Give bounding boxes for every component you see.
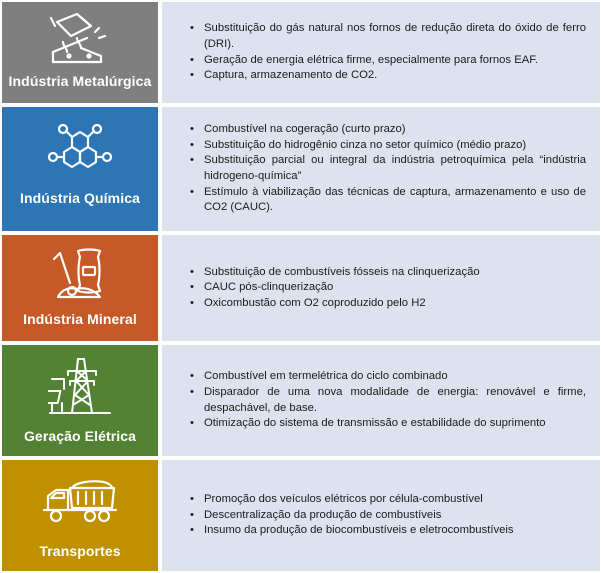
sector-cell [2, 107, 158, 231]
transmission-tower-icon [2, 355, 158, 417]
sector-cell [2, 460, 158, 571]
sector-cell [2, 345, 158, 456]
list-item: • Substituição do gás natural nos fornos de redução direta do óxido de ferro (DRI). [190, 21, 586, 52]
bullet-list [190, 122, 586, 216]
row-quimica [0, 107, 601, 231]
sector-cell [2, 2, 158, 103]
list-item: • Substituição parcial ou integral da indústria petroquímica pela “indústria hidrogeno-química” [190, 153, 586, 184]
sector-details [162, 2, 600, 103]
row-mineral [0, 235, 601, 341]
list-item: • Promoção dos veículos elétricos por célula-combustível [190, 492, 586, 508]
foundry-ladle-icon [2, 12, 158, 66]
list-item: • Estímulo à viabilização das técnicas de captura, armazenamento e uso de CO2 (CAUC). [190, 185, 586, 216]
sector-details [162, 460, 600, 571]
sector-name: Indústria Mineral [23, 311, 137, 327]
sector-name: Geração Elétrica [23, 428, 137, 444]
sector-details [162, 107, 600, 231]
row-transportes [0, 460, 601, 571]
list-item: • Disparador de uma nova modalidade de energia: renovável e firme, despachável, de base. [190, 385, 586, 416]
sector-name: Indústria Metalúrgica [8, 73, 152, 89]
sector-name: Transportes [39, 543, 121, 559]
list-item: • Combustível na cogeração (curto prazo) [190, 122, 586, 138]
row-geracao-eletrica [0, 345, 601, 456]
bullet-list [190, 265, 586, 312]
molecule-icon [2, 123, 158, 179]
cement-bag-icon [2, 247, 158, 301]
sector-cell [2, 235, 158, 341]
sector-details [162, 235, 600, 341]
list-item: • Substituição do hidrogênio cinza no setor químico (médio prazo) [190, 138, 586, 154]
list-item: • Descentralização da produção de combustíveis [190, 508, 586, 524]
list-item: • Combustível em termelétrica do ciclo combinado [190, 369, 586, 385]
list-item: • Geração de energia elétrica firme, especialmente para fornos EAF. [190, 53, 586, 69]
list-item: • Otimização do sistema de transmissão e estabilidade do suprimento [190, 416, 586, 432]
list-item: • Insumo da produção de biocombustíveis e eletrocombustíveis [190, 523, 586, 539]
bullet-list [190, 369, 586, 431]
list-item: • Oxicombustão com O2 coproduzido pelo H2 [190, 296, 586, 312]
list-item: • Captura, armazenamento de CO2. [190, 68, 586, 84]
bullet-list [190, 492, 586, 539]
bullet-list [190, 21, 586, 83]
list-item: • CAUC pós-clinquerização [190, 280, 586, 296]
sector-details [162, 345, 600, 456]
dump-truck-icon [2, 476, 158, 526]
sector-name: Indústria Química [20, 190, 140, 206]
row-metalurgica [0, 2, 601, 103]
list-item: • Substituição de combustíveis fósseis na clinquerização [190, 265, 586, 281]
